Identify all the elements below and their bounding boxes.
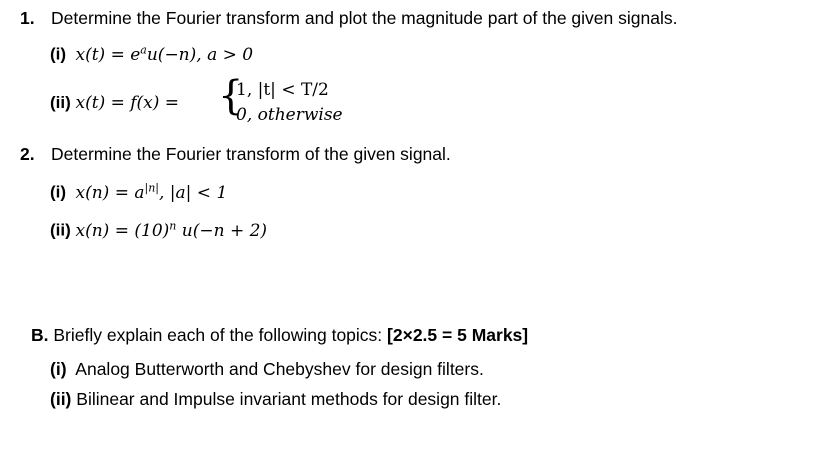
equation: $x(n) = a^{|n|}$, |a| < 1 xyxy=(75,181,228,203)
question-2 xyxy=(20,143,451,165)
question-2-number: 2. xyxy=(20,144,35,164)
section-b-heading xyxy=(31,324,528,346)
piecewise-case-1: 1, |t| < T/2 xyxy=(236,80,329,100)
question-1-part-i xyxy=(50,43,253,65)
question-2-text: Determine the Fourier transform of the given signal. xyxy=(51,144,451,164)
piecewise-case-2: 0, otherwise xyxy=(236,105,343,125)
item-text: Analog Butterworth and Chebyshev for design filters. xyxy=(75,359,484,379)
section-b-marks: [2×2.5 = 5 Marks] xyxy=(387,325,529,345)
equation: $x(t) = e^au(-n)$, a > 0 xyxy=(75,43,254,65)
question-1-text: Determine the Fourier transform and plot the magnitude part of the given signals. xyxy=(51,8,678,28)
section-b-item-ii xyxy=(50,388,501,410)
question-2-part-i xyxy=(50,181,227,203)
question-1 xyxy=(20,7,677,29)
question-1-number: 1. xyxy=(20,8,35,28)
part-label: (ii) xyxy=(50,93,71,112)
item-label: (i) xyxy=(50,359,67,379)
equation: $x(n) = (10)^n$ u(−n + 2) xyxy=(75,219,268,241)
section-b-item-i xyxy=(50,358,484,380)
part-label: (i) xyxy=(50,44,67,64)
part-label: (ii) xyxy=(50,220,71,240)
item-text: Bilinear and Impulse invariant methods for design filter. xyxy=(76,389,502,409)
section-b-text: Briefly explain each of the following topics: xyxy=(53,325,383,345)
brace-symbol: { xyxy=(218,73,244,119)
section-b-label: B. xyxy=(31,325,49,345)
item-label: (ii) xyxy=(50,389,72,409)
equation-lhs: x(t) = f(x) = xyxy=(75,93,180,113)
question-1-part-ii xyxy=(50,93,179,113)
question-2-part-ii xyxy=(50,219,267,241)
part-label: (i) xyxy=(50,182,67,202)
